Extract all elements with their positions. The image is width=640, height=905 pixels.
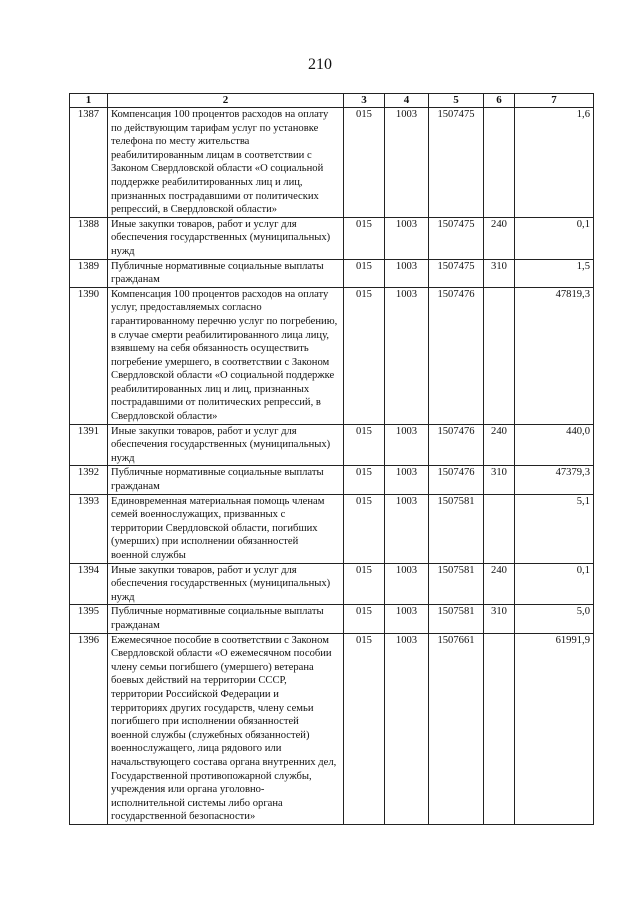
row-name-line: взявшему на себя обязанность осуществить: [111, 343, 309, 355]
row-name-line: Компенсация 100 процентов расходов на оплату: [111, 109, 329, 120]
ministry-code: 015: [344, 217, 385, 259]
row-name: [108, 424, 344, 466]
row-name-line: начальствующего состава органа внутренних дел,: [111, 756, 337, 768]
expense-type-code: [484, 633, 515, 824]
section-code: 1003: [385, 287, 429, 424]
row-number: 1389: [70, 259, 108, 287]
budget-table: [69, 93, 594, 825]
amount: 5,1: [515, 494, 594, 563]
column-header: 4: [385, 94, 429, 108]
row-number: 1392: [70, 466, 108, 494]
row-name-line: репрессий, в Свердловской области»: [111, 204, 278, 216]
expense-type-code: 310: [484, 605, 515, 633]
row-name-line: Свердловской области»: [111, 411, 218, 423]
row-name-line: обеспечения государственных (муниципальных): [111, 232, 331, 244]
row-name-line: Единовременная материальная помощь членам: [111, 495, 325, 507]
row-name-line: реабилитированных лиц и лиц, признанных: [111, 383, 310, 395]
target-article-code: 1507581: [429, 563, 484, 605]
expense-type-code: [484, 108, 515, 218]
row-name-line: Иные закупки товаров, работ и услуг для: [111, 425, 297, 437]
row-name-line: военной службы (служебных обязанностей): [111, 729, 310, 741]
target-article-code: 1507476: [429, 287, 484, 424]
row-name: [108, 287, 344, 424]
section-code: 1003: [385, 494, 429, 563]
row-name: [108, 466, 344, 494]
row-name-line: в случае смерти реабилитированного лица лицу,: [111, 329, 329, 341]
row-name-line: учреждения или органа уголовно-: [111, 784, 265, 796]
expense-type-code: 310: [484, 466, 515, 494]
row-name-line: члену семьи погибшего (умершего) ветерана: [111, 661, 314, 673]
amount: 61991,9: [515, 633, 594, 824]
target-article-code: 1507581: [429, 494, 484, 563]
row-name-line: Компенсация 100 процентов расходов на оплату: [111, 288, 329, 300]
row-name-line: военнослужащего, лица рядового или: [111, 743, 282, 755]
ministry-code: 015: [344, 108, 385, 218]
amount: 47819,3: [515, 287, 594, 424]
expense-type-code: 240: [484, 217, 515, 259]
row-name-line: по действующим тарифам услуг по установке: [111, 122, 319, 134]
row-name: [108, 605, 344, 633]
section-code: 1003: [385, 217, 429, 259]
table-row: [70, 605, 594, 633]
row-name-line: обеспечения государственных (муниципальных): [111, 578, 331, 590]
amount: 5,0: [515, 605, 594, 633]
row-name-line: Публичные нормативные социальные выплаты: [111, 467, 324, 479]
target-article-code: 1507661: [429, 633, 484, 824]
column-header: 3: [344, 94, 385, 108]
row-name-line: Свердловской области «О социальной поддержке: [111, 370, 335, 382]
section-code: 1003: [385, 466, 429, 494]
header-row: [70, 94, 594, 108]
row-name-line: гражданам: [111, 619, 160, 631]
row-name-line: Иные закупки товаров, работ и услуг для: [111, 564, 297, 576]
page-number: 210: [308, 56, 332, 73]
row-number: 1396: [70, 633, 108, 824]
row-number: 1394: [70, 563, 108, 605]
target-article-code: 1507581: [429, 605, 484, 633]
amount: 47379,3: [515, 466, 594, 494]
row-name-line: погибшего при исполнении обязанностей: [111, 716, 299, 728]
ministry-code: 015: [344, 633, 385, 824]
table-row: [70, 633, 594, 824]
table-row: [70, 287, 594, 424]
amount: 1,6: [515, 108, 594, 218]
row-name-line: Свердловской области «О ежемесячном пособии: [111, 648, 332, 660]
expense-type-code: 310: [484, 259, 515, 287]
amount: 0,1: [515, 563, 594, 605]
section-code: 1003: [385, 633, 429, 824]
row-number: 1390: [70, 287, 108, 424]
row-name-line: гражданам: [111, 481, 160, 493]
row-name-line: гражданам: [111, 274, 160, 286]
row-name: [108, 108, 344, 218]
ministry-code: 015: [344, 287, 385, 424]
section-code: 1003: [385, 108, 429, 218]
amount: 0,1: [515, 217, 594, 259]
ministry-code: 015: [344, 563, 385, 605]
table-row: [70, 563, 594, 605]
row-name-line: боевых действий на территории СССР,: [111, 675, 287, 687]
row-name-line: территории Свердловской области, погибших: [111, 522, 318, 534]
table-row: [70, 424, 594, 466]
ministry-code: 015: [344, 259, 385, 287]
row-name-line: Иные закупки товаров, работ и услуг для: [111, 218, 297, 230]
row-number: 1391: [70, 424, 108, 466]
row-name: [108, 633, 344, 824]
row-name: [108, 259, 344, 287]
row-name-line: гарантированному перечню услуг по погребению,: [111, 315, 338, 327]
row-name-line: обеспечения государственных (муниципальных): [111, 439, 331, 451]
table-row: [70, 494, 594, 563]
row-number: 1387: [70, 108, 108, 218]
amount: 440,0: [515, 424, 594, 466]
row-name-line: Ежемесячное пособие в соответствии с Законом: [111, 634, 329, 646]
ministry-code: 015: [344, 605, 385, 633]
amount: 1,5: [515, 259, 594, 287]
target-article-code: 1507475: [429, 108, 484, 218]
row-name-line: пострадавшими от политических репрессий, в: [111, 397, 321, 409]
row-name: [108, 217, 344, 259]
row-name-line: нужд: [111, 245, 135, 257]
table-row: [70, 217, 594, 259]
row-name-line: поддержке реабилитированных лиц и лиц,: [111, 176, 303, 188]
row-name-line: услуг, предоставляемых согласно: [111, 302, 262, 314]
ministry-code: 015: [344, 494, 385, 563]
row-name-line: телефона по месту жительства: [111, 136, 250, 148]
expense-type-code: [484, 287, 515, 424]
row-number: 1393: [70, 494, 108, 563]
row-number: 1388: [70, 217, 108, 259]
row-name-line: (умерших) при исполнении обязанностей: [111, 536, 299, 548]
row-name-line: исполнительной системы либо органа: [111, 797, 283, 809]
ministry-code: 015: [344, 424, 385, 466]
row-number: 1395: [70, 605, 108, 633]
table-row: [70, 259, 594, 287]
column-header: 2: [108, 94, 344, 108]
row-name-line: территории Российской Федерации и: [111, 688, 279, 700]
row-name-line: погребение умершего, в соответствии с Законом: [111, 356, 330, 368]
row-name-line: признанных пострадавшими от политических: [111, 190, 319, 202]
row-name: [108, 563, 344, 605]
expense-type-code: 240: [484, 563, 515, 605]
row-name-line: Законом Свердловской области «О социальной: [111, 163, 324, 175]
row-name-line: территориях других государств, члену семьи: [111, 702, 314, 714]
row-name-line: реабилитированным лицам в соответствии с: [111, 149, 312, 161]
expense-type-code: [484, 494, 515, 563]
row-name-line: Государственной противопожарной службы,: [111, 770, 312, 782]
target-article-code: 1507475: [429, 259, 484, 287]
row-name-line: Публичные нормативные социальные выплаты: [111, 260, 324, 272]
column-header: 6: [484, 94, 515, 108]
row-name-line: военной службы: [111, 550, 186, 561]
table-row: [70, 466, 594, 494]
target-article-code: 1507476: [429, 424, 484, 466]
row-name-line: нужд: [111, 452, 135, 464]
table-row: [70, 108, 594, 218]
row-name-line: Публичные нормативные социальные выплаты: [111, 606, 324, 618]
column-header: 5: [429, 94, 484, 108]
row-name-line: семей военнослужащих, призванных с: [111, 509, 286, 521]
section-code: 1003: [385, 259, 429, 287]
row-name: [108, 494, 344, 563]
section-code: 1003: [385, 424, 429, 466]
row-name-line: нужд: [111, 591, 135, 603]
target-article-code: 1507476: [429, 466, 484, 494]
row-name-line: государственной безопасности»: [111, 811, 256, 823]
section-code: 1003: [385, 563, 429, 605]
table-body: [70, 108, 594, 825]
ministry-code: 015: [344, 466, 385, 494]
section-code: 1003: [385, 605, 429, 633]
expense-type-code: 240: [484, 424, 515, 466]
column-header: 7: [515, 94, 594, 108]
column-header: 1: [70, 94, 108, 108]
target-article-code: 1507475: [429, 217, 484, 259]
